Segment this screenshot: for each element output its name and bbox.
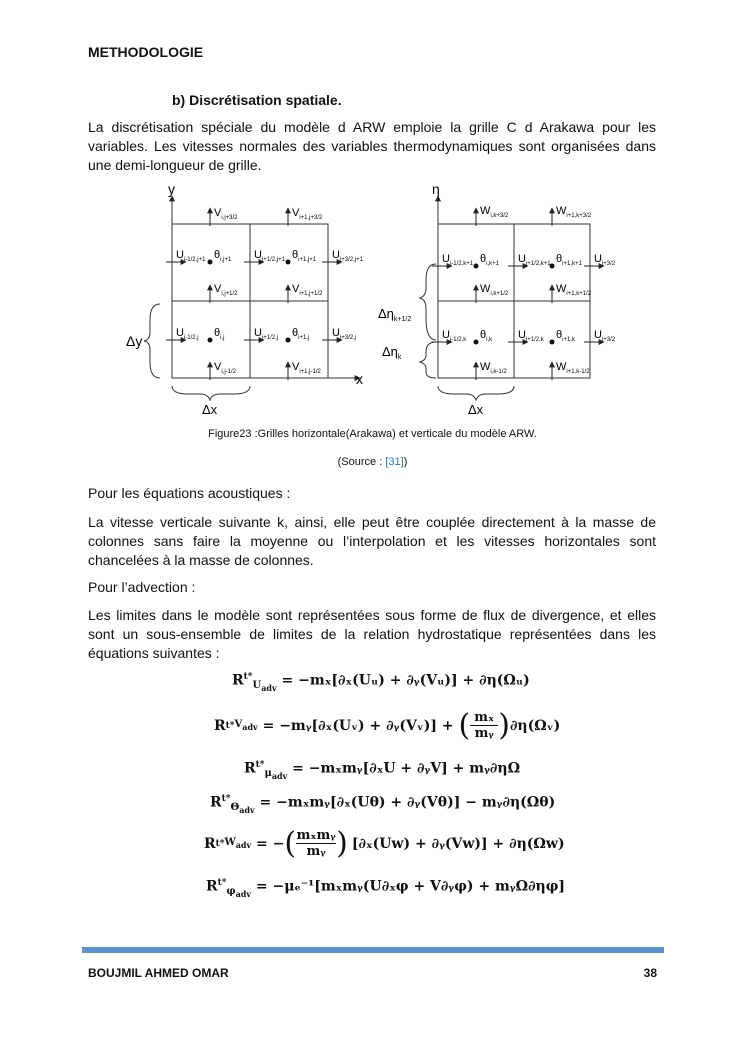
svg-text:θi+1,k: $\theta_{i+1,k}$ — [556, 329, 575, 343]
svg-text:Vi,j+1/2: $V_{i,j+1/2}$ — [214, 283, 238, 297]
figure-caption: Figure23 :Grilles horizontale(Arakawa) et verticale du modèle ARW. — [208, 428, 537, 440]
svg-text:Ui-1/2,k+1: $U_{i-1/2,k+1}$ — [442, 253, 474, 267]
section-heading: b) Discrétisation spatiale. — [172, 92, 342, 108]
dx-label: Δx — [202, 402, 218, 417]
figure-source: (Source : [31]) — [337, 456, 408, 468]
equation-mu-adv: $R^{t*}_{\mu_{adv}}$ = −mₓmᵧ[∂ₓU + ∂ᵧV] + mᵧ∂ηΩ — [244, 760, 521, 782]
deta-top-label: $\Delta\eta_{k+1/2}$ — [378, 306, 412, 323]
svg-text:Ui+1/2,k: $U_{i+1/2,k}$ — [518, 329, 544, 343]
svg-text:Ui+1/2,j: $U_{i+1/2,j}$ — [254, 327, 279, 341]
svg-text:θi,k+1: $\theta_{i,k+1}$ — [480, 253, 499, 267]
svg-text:Vi+1,j+3/2: $V_{i+1,j+3/2}$ — [292, 207, 323, 221]
svg-text:Vi+1,j-1/2: $V_{i+1,j-1/2}$ — [292, 361, 321, 375]
svg-text:Ui+1/2,j+1: $U_{i+1/2,j+1}$ — [254, 249, 285, 263]
svg-text:Wi,k+3/2: $W_{i,k+3/2}$ — [480, 205, 509, 219]
dy-label: Δy — [126, 333, 143, 349]
dx-brace — [172, 386, 250, 400]
deta-top-brace — [420, 264, 436, 340]
advection-title: Pour l’advection : — [88, 579, 196, 595]
intro-paragraph: La discrétisation spéciale du modèle d ARW emploie la grille C d Arakawa pour les variables. Les vitesses normales des variables thermodynamiques sont organisées dans une demi-longueur de grille. — [88, 119, 656, 173]
dx-brace-right — [438, 386, 514, 400]
acoustic-paragraph: La vitesse verticale suivante k, ainsi, elle peut être couplée directement à la masse de colonnes sans faire la moyenne ou l’interpolation et les vitesses horizontales sont chancelées à la masse de colonnes. — [88, 514, 656, 568]
svg-text:Wi+1,k-1/2: $W_{i+1,k-1/2}$ — [556, 361, 590, 375]
footer-divider — [82, 947, 664, 953]
footer-author: BOUJMIL AHMED OMAR — [88, 966, 229, 980]
running-header: METHODOLOGIE — [88, 44, 204, 60]
svg-text:Ui-1/2,j: $U_{i-1/2,j}$ — [176, 327, 199, 341]
svg-text:θi+1,j: $\theta_{i+1,j}$ — [292, 327, 310, 341]
svg-text:θi,k: $\theta_{i,k}$ — [480, 329, 493, 343]
equation-w-adv: R t* $W_{adv}$ = − ( mₓmᵧ mᵧ ) [∂ₓ(Uw) + ∂ᵧ(Vw)] + ∂η(Ωw) — [204, 826, 565, 861]
y-axis-label: y — [168, 181, 175, 197]
svg-text:Wi+1,k+1/2: $W_{i+1,k+1/2}$ — [556, 283, 592, 297]
deta-bot-label: $\Delta\eta_k$ — [382, 344, 402, 361]
source-link[interactable]: [31] — [385, 456, 404, 468]
advection-paragraph: Les limites dans le modèle sont représentées sous forme de flux de divergence, et elles sont un sous-ensemble de limites de la relation hydrostatique représentées dans les équations suivantes : — [88, 607, 656, 661]
arakawa-grid-figure — [120, 180, 640, 420]
svg-text:Vi+1,j+1/2: $V_{i+1,j+1/2}$ — [292, 283, 323, 297]
svg-text:Ui+1/2,k+1: $U_{i+1/2,k+1}$ — [518, 253, 551, 267]
page-number: 38 — [643, 966, 657, 980]
dx-label-right: Δx — [468, 402, 484, 417]
eta-axis-label: η — [432, 181, 440, 197]
acoustic-title: Pour les équations acoustiques : — [88, 485, 291, 501]
svg-text:θi,j+1: $\theta_{i,j+1}$ — [214, 249, 232, 263]
svg-text:Wi+1,k+3/2: $W_{i+1,k+3/2}$ — [556, 205, 592, 219]
equation-v-adv: R t* $V_{adv}$ = −mᵧ[∂ₓ(Uᵥ) + ∂ᵧ(Vᵥ)] + ( mₓ mᵧ ) ∂η(Ωᵥ) — [214, 708, 561, 743]
dy-brace — [144, 304, 160, 378]
horizontal-grid — [172, 196, 360, 378]
svg-text:Vi,j+3/2: $V_{i,j+3/2}$ — [214, 207, 238, 221]
vertical-grid — [438, 196, 590, 378]
svg-text:Ui+3/2,j: $U_{i+3/2,j}$ — [332, 327, 357, 341]
svg-text:Ui+3/2: $U_{i+3/2}$ — [594, 253, 616, 267]
x-axis-label: x — [356, 371, 363, 387]
svg-text:θi+1,j+1: $\theta_{i+1,j+1}$ — [292, 249, 317, 263]
svg-text:θi+1,k+1: $\theta_{i+1,k+1}$ — [556, 253, 582, 267]
svg-text:Wi,k-1/2: $W_{i,k-1/2}$ — [480, 361, 507, 375]
svg-text:Ui-1/2,k: $U_{i-1/2,k}$ — [442, 329, 467, 343]
svg-text:Vi,j-1/2: $V_{i,j-1/2}$ — [214, 361, 237, 375]
svg-text:Ui+3/2: $U_{i+3/2}$ — [594, 329, 616, 343]
svg-text:Ui+3/2,j+1: $U_{i+3/2,j+1}$ — [332, 249, 363, 263]
equation-phi-adv: $R^{t*}_{\varphi_{adv}}$ = −μₑ⁻¹[mₓmᵧ(U∂ₓφ + V∂ᵧφ) + mᵧΩ∂ηφ] — [206, 878, 566, 900]
equation-theta-adv: $R^{t*}_{\Theta_{adv}}$ = −mₓmᵧ[∂ₓ(Uθ) + ∂ᵧ(Vθ)] − mᵧ∂η(Ωθ) — [210, 794, 556, 816]
svg-text:θi,j: $\theta_{i,j}$ — [214, 327, 225, 341]
svg-text:Ui-1/2,j+1: $U_{i-1/2,j+1}$ — [176, 249, 206, 263]
deta-bot-brace — [420, 342, 436, 378]
svg-text:Wi,k+1/2: $W_{i,k+1/2}$ — [480, 283, 509, 297]
equation-u-adv: $R^{t*}_{U_{adv}}$ = −mₓ[∂ₓ(Uᵤ) + ∂ᵧ(Vᵤ)] + ∂η(Ωᵤ) — [232, 672, 530, 694]
